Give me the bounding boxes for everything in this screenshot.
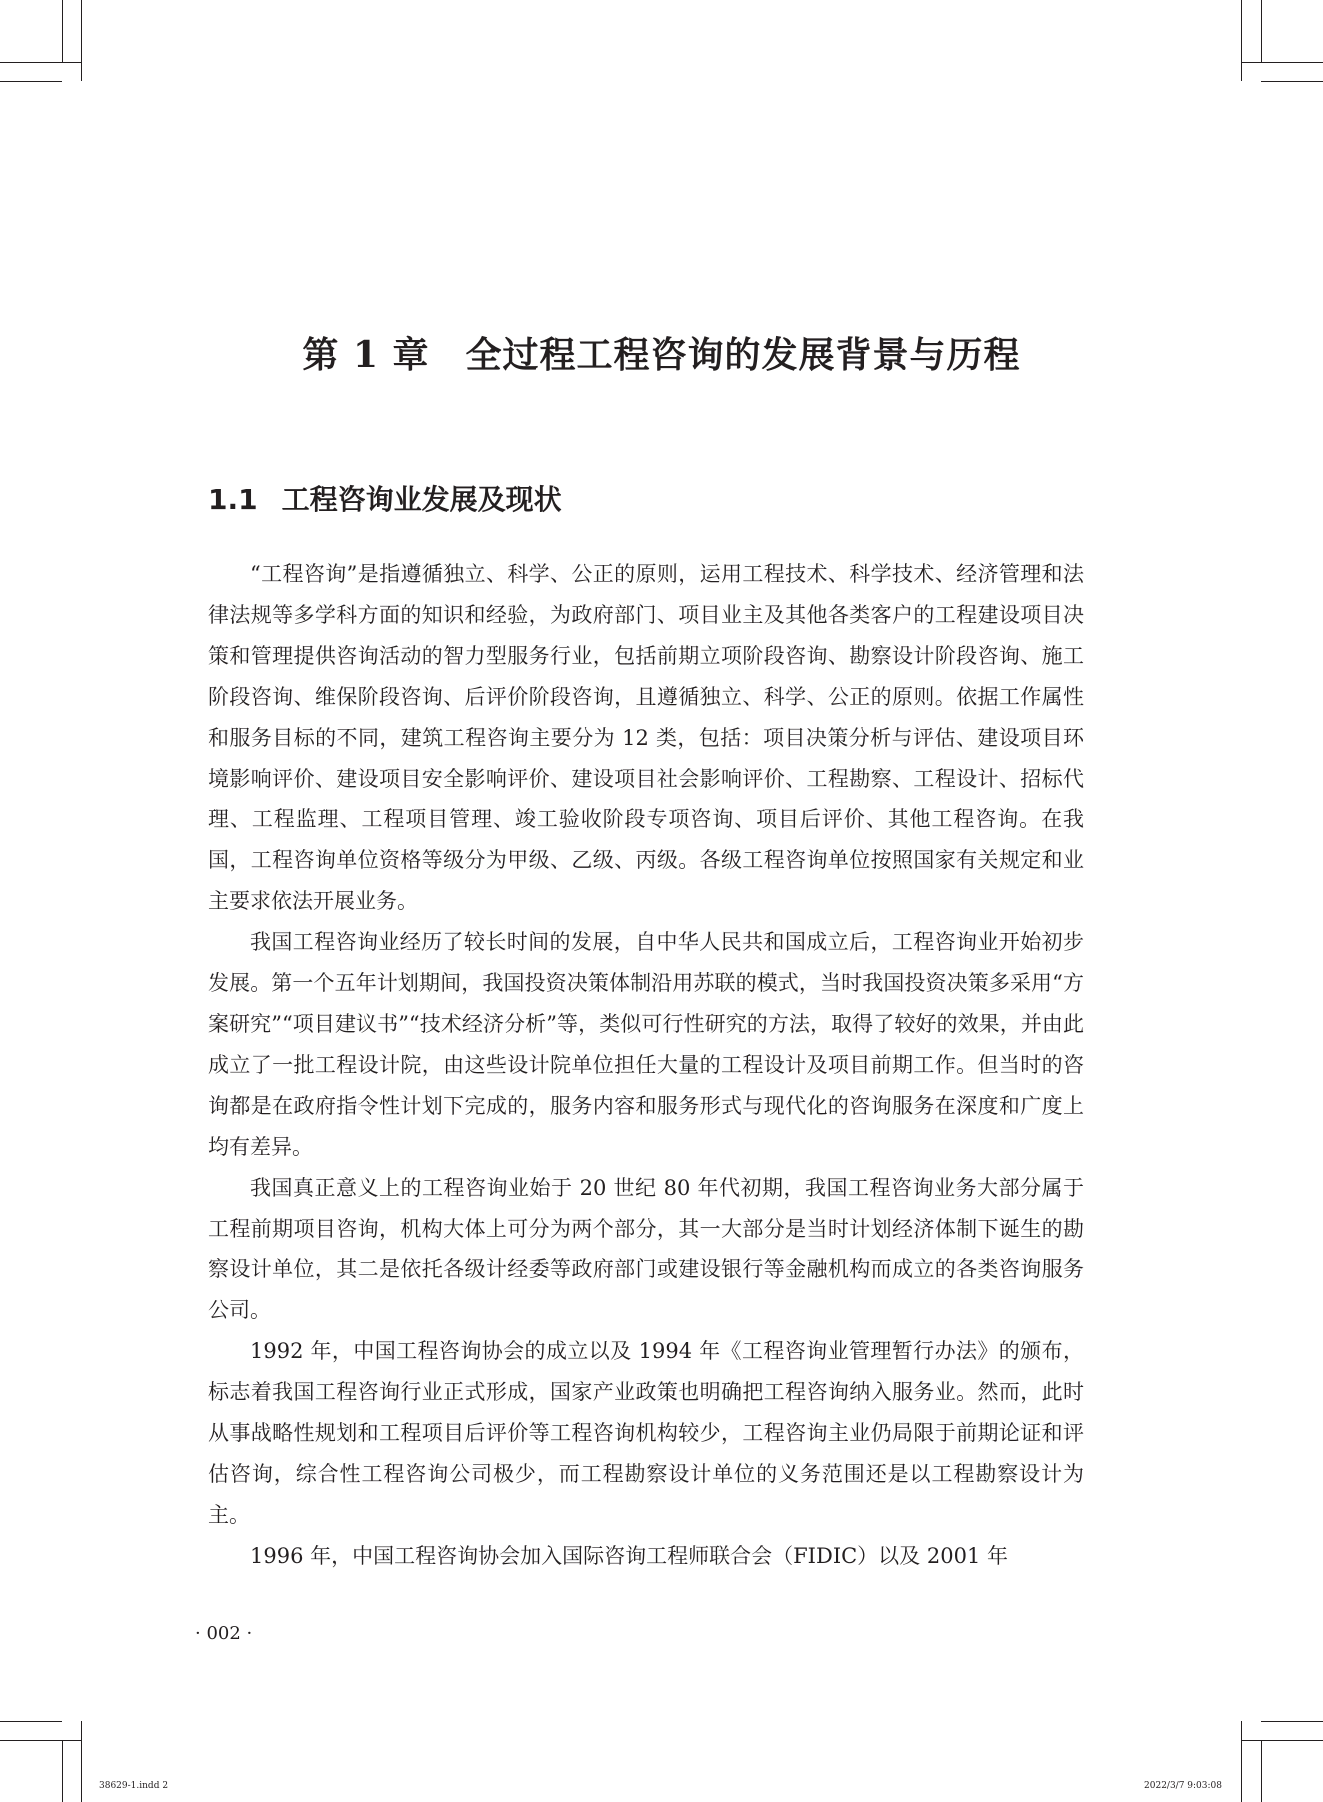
crop-mark — [62, 0, 63, 62]
crop-mark — [1261, 1721, 1323, 1722]
crop-mark — [62, 1740, 63, 1802]
section-number: 1.1 — [208, 483, 258, 516]
page-number: · 002 · — [195, 1623, 253, 1644]
crop-mark — [1241, 1740, 1323, 1741]
crop-mark — [1261, 1740, 1262, 1802]
body-text — [208, 554, 1084, 1577]
paragraph: 我国真正意义上的工程咨询业始于 20 世纪 80 年代初期，我国工程咨询业务大部分属于工程前期项目咨询，机构大体上可分为两个部分，其一大部分是当时计划经济体制下诞生的勘察设计单位，其二是依托各级计经委等政府部门或建设银行等金融机构而成立的各类咨询服务公司。 — [208, 1175, 1084, 1323]
crop-mark — [81, 1721, 82, 1802]
crop-mark — [0, 1721, 62, 1722]
crop-mark — [0, 81, 62, 82]
crop-mark — [1261, 0, 1262, 62]
paragraph: 1996 年，中国工程咨询协会加入国际咨询工程师联合会（FIDIC）以及 2001 年 — [250, 1543, 1008, 1568]
crop-mark — [1241, 1721, 1242, 1802]
crop-mark — [1241, 62, 1323, 63]
chapter-number: 第 1 章 — [302, 334, 430, 376]
paragraph: 1992 年，中国工程咨询协会的成立以及 1994 年《工程咨询业管理暂行办法》的颁布，标志着我国工程咨询行业正式形成，国家产业政策也明确把工程咨询纳入服务业。然而，此时从事战略性规划和工程项目后评价等工程咨询机构较少，工程咨询主业仍局限于前期论证和评估咨询，综合性工程咨询公司极少，而工程勘察设计单位的义务范围还是以工程勘察设计为主。 — [208, 1339, 1084, 1527]
crop-mark — [0, 1740, 81, 1741]
crop-mark — [1261, 81, 1323, 82]
paragraph: 我国工程咨询业经历了较长时间的发展，自中华人民共和国成立后，工程咨询业开始初步发展。第一个五年计划期间，我国投资决策体制沿用苏联的模式，当时我国投资决策多采用“方案研究”“项目建议书”“技术经济分析”等，类似可行性研究的方法，取得了较好的效果，并由此成立了一批工程设计院，由这些设计院单位担任大量的工程设计及项目前期工作。但当时的咨询都是在政府指令性计划下完成的，服务内容和服务形式与现代化的咨询服务在深度和广度上均有差异。 — [208, 930, 1084, 1159]
crop-mark — [0, 62, 81, 63]
crop-mark — [81, 0, 82, 81]
slug-timestamp: 2022/3/7 9:03:08 — [1144, 1781, 1222, 1791]
section-title — [208, 480, 562, 520]
crop-mark — [1241, 0, 1242, 81]
slug-file: 38629-1.indd 2 — [99, 1781, 169, 1791]
paragraph: “工程咨询”是指遵循独立、科学、公正的原则，运用工程技术、科学技术、经济管理和法律法规等多学科方面的知识和经验，为政府部门、项目业主及其他各类客户的工程建设项目决策和管理提供咨询活动的智力型服务行业，包括前期立项阶段咨询、勘察设计阶段咨询、施工阶段咨询、维保阶段咨询、后评价阶段咨询，且遵循独立、科学、公正的原则。依据工作属性和服务目标的不同，建筑工程咨询主要分为 12 类，包括：项目决策分析与评估、建设项目环境影响评价、建设项目安全影响评价、建设项目社会影响评价、工程勘察、工程设计、招标代理、工程监理、工程项目管理、竣工验收阶段专项咨询、项目后评价、其他工程咨询。在我国，工程咨询单位资格等级分为甲级、乙级、丙级。各级工程咨询单位按照国家有关规定和业主要求依法开展业务。 — [208, 562, 1084, 914]
chapter-title — [0, 330, 1323, 380]
section-name: 工程咨询业发展及现状 — [281, 483, 562, 516]
chapter-name: 全过程工程咨询的发展背景与历程 — [465, 334, 1021, 376]
